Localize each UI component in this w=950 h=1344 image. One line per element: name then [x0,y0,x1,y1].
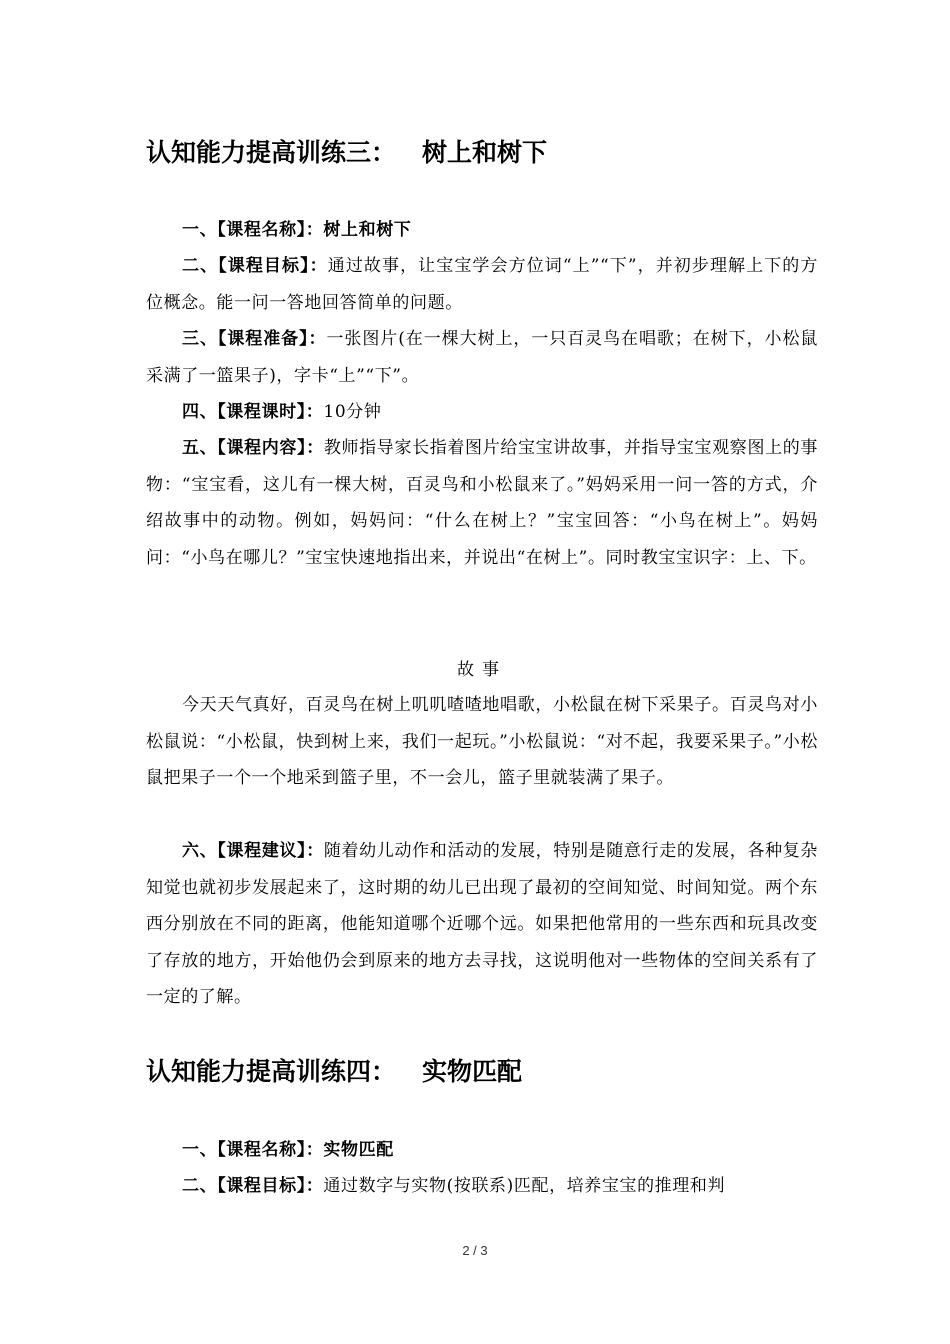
section3-heading [146,136,547,170]
section4-heading [146,1055,522,1089]
course-prep-label: 三、【课程准备】： [182,329,327,349]
section3-course-prep [146,321,818,394]
course-goal-text: 通过故事，让宝宝学会方位词“上”“下”，并初步理解上下的方位概念。能一问一答地回答简单的问题。 [146,256,818,313]
section4-course-name-value: 实物匹配 [323,1140,394,1160]
section3-course-name [146,212,818,249]
course-prep-text: 一张图片(在一棵大树上，一只百灵鸟在唱歌；在树下，小松鼠采满了一篮果子)，字卡“上”“下”。 [146,329,819,386]
page-number: 2 / 3 [462,1243,488,1258]
section3-course-advice [146,833,818,1016]
story-text: 今天天气真好，百灵鸟在树上叽叽喳喳地唱歌，小松鼠在树下采果子。百灵鸟对小松鼠说：“小松鼠，快到树上来，我们一起玩。”小松鼠说：“对不起，我要采果子。”小松鼠把果子一个一个地采到篮子里，不一会儿，篮子里就装满了果子。 [146,695,818,788]
section3-title: 认知能力提高训练三： [146,138,397,167]
section4-title: 认知能力提高训练四： [146,1057,397,1086]
section3-course-content [146,430,818,576]
section4-course-goal-text: 通过数字与实物(按联系)匹配，培养宝宝的推理和判 [323,1176,726,1196]
course-name-value: 树上和树下 [323,220,412,240]
section3-subtitle: 树上和树下 [422,138,548,167]
story-title: 故事 [457,660,507,680]
course-duration-label: 四、【课程课时】： [182,402,324,422]
course-advice-label: 六、【课程建议】： [182,841,324,861]
course-goal-label: 二、【课程目标】： [182,256,328,276]
section4-course-goal-label: 二、【课程目标】： [182,1176,324,1196]
course-content-label: 五、【课程内容】： [182,438,324,458]
section3-course-goal [146,248,818,321]
course-advice-text: 随着幼儿动作和活动的发展，特别是随意行走的发展，各种复杂知觉也就初步发展起来了，这时期的幼儿已出现了最初的空间知觉、时间知觉。两个东西分别放在不同的距离，他能知道哪个近哪个远。如果把他常用的一些东西和玩具改变了存放的地方，开始他仍会到原来的地方去寻找，这说明他对一些物体的空间关系有了一定的了解。 [146,841,818,1007]
course-content-text: 教师指导家长指着图片给宝宝讲故事，并指导宝宝观察图上的事物：“宝宝看，这儿有一棵大树，百灵鸟和小松鼠来了。”妈妈采用一问一答的方式，介绍故事中的动物。例如，妈妈问：“什么在树上？”宝宝回答：“小鸟在树上”。妈妈问：“小鸟在哪儿？”宝宝快速地指出来，并说出“在树上”。同时教宝宝识字：上、下。 [146,438,818,568]
course-duration-text: 10分钟 [323,402,382,422]
section4-subtitle: 实物匹配 [422,1057,523,1086]
section4-course-goal [146,1168,818,1205]
section4-course-name-label: 一、【课程名称】： [182,1140,324,1160]
section4-course-name [146,1132,818,1169]
course-name-label: 一、【课程名称】： [182,220,324,240]
section3-course-duration [146,394,818,431]
